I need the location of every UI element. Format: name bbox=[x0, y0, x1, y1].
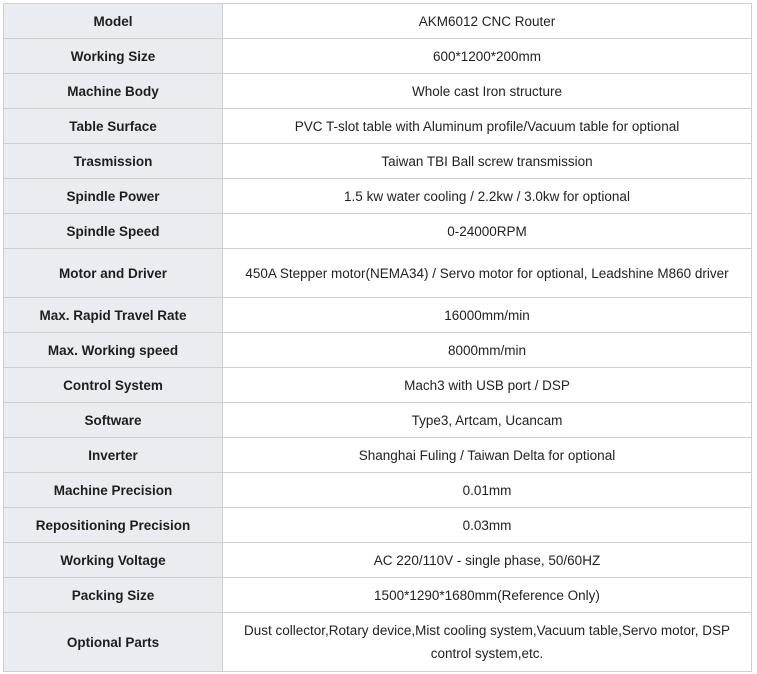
table-row bbox=[4, 543, 752, 578]
spec-value: 450A Stepper motor(NEMA34) / Servo motor for optional, Leadshine M860 driver bbox=[223, 249, 752, 298]
spec-label: Machine Precision bbox=[4, 473, 223, 508]
spec-label: Spindle Speed bbox=[4, 214, 223, 249]
spec-value: Taiwan TBI Ball screw transmission bbox=[223, 144, 752, 179]
table-row bbox=[4, 403, 752, 438]
spec-value: 0.03mm bbox=[223, 508, 752, 543]
spec-label: Spindle Power bbox=[4, 179, 223, 214]
spec-value: 0-24000RPM bbox=[223, 214, 752, 249]
spec-value: 600*1200*200mm bbox=[223, 39, 752, 74]
spec-label: Optional Parts bbox=[4, 613, 223, 672]
table-row bbox=[4, 4, 752, 39]
spec-value: Shanghai Fuling / Taiwan Delta for optional bbox=[223, 438, 752, 473]
spec-value: 16000mm/min bbox=[223, 298, 752, 333]
spec-value: Mach3 with USB port / DSP bbox=[223, 368, 752, 403]
spec-value: AC 220/110V - single phase, 50/60HZ bbox=[223, 543, 752, 578]
table-row bbox=[4, 438, 752, 473]
spec-value: PVC T-slot table with Aluminum profile/Vacuum table for optional bbox=[223, 109, 752, 144]
spec-label: Repositioning Precision bbox=[4, 508, 223, 543]
table-row bbox=[4, 473, 752, 508]
table-row bbox=[4, 39, 752, 74]
spec-label: Max. Working speed bbox=[4, 333, 223, 368]
spec-label: Table Surface bbox=[4, 109, 223, 144]
spec-label: Working Size bbox=[4, 39, 223, 74]
table-row bbox=[4, 368, 752, 403]
spec-table bbox=[3, 3, 752, 672]
spec-label: Working Voltage bbox=[4, 543, 223, 578]
spec-label: Motor and Driver bbox=[4, 249, 223, 298]
spec-label: Machine Body bbox=[4, 74, 223, 109]
table-row bbox=[4, 74, 752, 109]
table-row bbox=[4, 508, 752, 543]
table-row bbox=[4, 578, 752, 613]
table-row bbox=[4, 333, 752, 368]
table-row bbox=[4, 109, 752, 144]
spec-value: 1.5 kw water cooling / 2.2kw / 3.0kw for optional bbox=[223, 179, 752, 214]
spec-label: Trasmission bbox=[4, 144, 223, 179]
spec-value: Type3, Artcam, Ucancam bbox=[223, 403, 752, 438]
spec-label: Packing Size bbox=[4, 578, 223, 613]
table-row bbox=[4, 249, 752, 298]
spec-value: 0.01mm bbox=[223, 473, 752, 508]
spec-label: Max. Rapid Travel Rate bbox=[4, 298, 223, 333]
table-row bbox=[4, 179, 752, 214]
spec-value: Whole cast Iron structure bbox=[223, 74, 752, 109]
spec-label: Inverter bbox=[4, 438, 223, 473]
table-row bbox=[4, 214, 752, 249]
spec-value: AKM6012 CNC Router bbox=[223, 4, 752, 39]
spec-value: 8000mm/min bbox=[223, 333, 752, 368]
spec-label: Software bbox=[4, 403, 223, 438]
spec-label: Control System bbox=[4, 368, 223, 403]
table-row bbox=[4, 613, 752, 672]
table-row bbox=[4, 298, 752, 333]
table-row bbox=[4, 144, 752, 179]
spec-value: Dust collector,Rotary device,Mist cooling system,Vacuum table,Servo motor, DSP control system,etc. bbox=[223, 613, 752, 672]
spec-value: 1500*1290*1680mm(Reference Only) bbox=[223, 578, 752, 613]
spec-label: Model bbox=[4, 4, 223, 39]
